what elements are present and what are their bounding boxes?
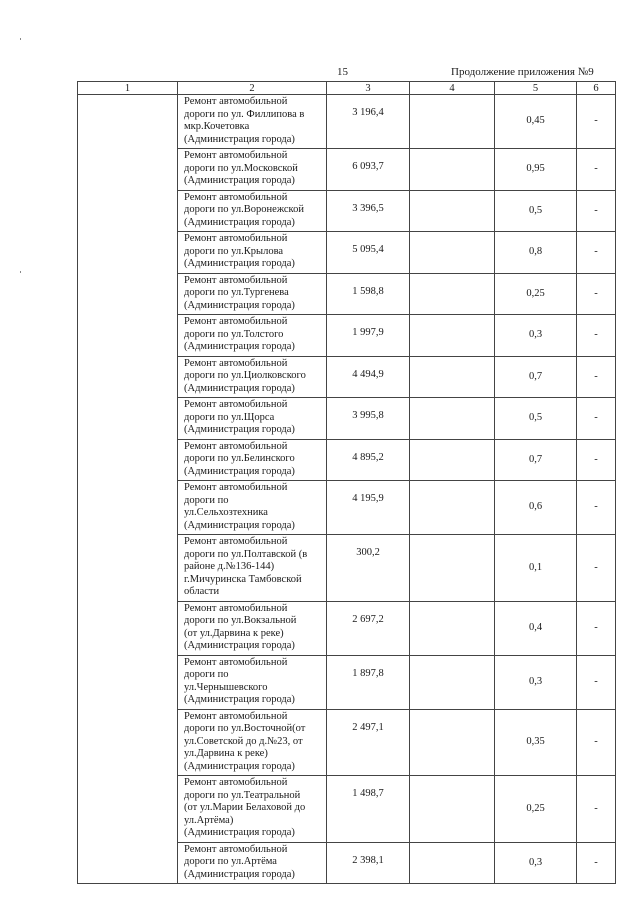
description-line: дороги по ул.Восточной(от bbox=[184, 723, 306, 734]
column-5-cell: 0,25 bbox=[495, 273, 577, 315]
column-4-cell bbox=[410, 535, 495, 602]
description-line: мкр.Кочетовка bbox=[184, 121, 250, 132]
description-line: Ремонт автомобильной bbox=[184, 357, 288, 369]
column-5-cell: 0,25 bbox=[495, 776, 577, 843]
column-5-cell: 0,7 bbox=[495, 356, 577, 398]
description-line: дороги по ул.Воронежской bbox=[184, 204, 304, 215]
description-line: ул.Артёма) bbox=[184, 814, 234, 826]
description-line: Ремонт автомобильной bbox=[184, 399, 288, 410]
page-number: 15 bbox=[337, 66, 348, 78]
description-cell bbox=[178, 481, 327, 535]
description-line: (Администрация города) bbox=[184, 760, 295, 772]
column-header: 4 bbox=[410, 82, 495, 95]
column-5-cell: 0,45 bbox=[495, 95, 577, 149]
description-line: Ремонт автомобильной bbox=[184, 150, 288, 161]
amount-cell: 300,2 bbox=[327, 535, 410, 602]
column-4-cell bbox=[410, 776, 495, 843]
description-line: (от ул.Дарвина к реке) bbox=[184, 627, 284, 639]
description-line: ул.Дарвина к реке) bbox=[184, 748, 268, 759]
column-6-cell: - bbox=[577, 398, 616, 440]
description-cell bbox=[178, 776, 327, 843]
description-line: (Администрация города) bbox=[184, 382, 295, 394]
works-table bbox=[77, 81, 616, 884]
column-4-cell bbox=[410, 315, 495, 357]
description-line: ул.Советской до д.№23, от bbox=[184, 735, 303, 747]
column-4-cell bbox=[410, 842, 495, 884]
column-6-cell: - bbox=[577, 535, 616, 602]
column-header: 5 bbox=[495, 82, 577, 95]
amount-cell: 3 196,4 bbox=[327, 95, 410, 149]
description-line: Ремонт автомобильной bbox=[184, 656, 288, 668]
table-row bbox=[78, 95, 616, 149]
amount-cell: 5 095,4 bbox=[327, 232, 410, 274]
description-cell bbox=[178, 273, 327, 315]
description-line: дороги по ул.Вокзальной bbox=[184, 615, 297, 626]
amount-cell: 1 598,8 bbox=[327, 273, 410, 315]
description-cell bbox=[178, 535, 327, 602]
description-line: дороги по ул.Щорса bbox=[184, 411, 275, 423]
description-line: (Администрация города) bbox=[184, 868, 295, 880]
table-header-row bbox=[78, 82, 616, 95]
column-5-cell: 0,5 bbox=[495, 398, 577, 440]
description-line: дороги по ул.Циолковского bbox=[184, 370, 306, 381]
description-line: Ремонт автомобильной bbox=[184, 843, 288, 855]
amount-cell: 6 093,7 bbox=[327, 149, 410, 191]
description-line: Ремонт автомобильной bbox=[184, 191, 288, 203]
description-line: Ремонт автомобильной bbox=[184, 233, 288, 244]
description-line: Ремонт автомобильной bbox=[184, 440, 288, 452]
column-4-cell bbox=[410, 149, 495, 191]
column-4-cell bbox=[410, 190, 495, 232]
column-4-cell bbox=[410, 273, 495, 315]
description-line: (Администрация города) bbox=[184, 258, 295, 269]
amount-cell: 3 396,5 bbox=[327, 190, 410, 232]
description-line: г.Мичуринска Тамбовской bbox=[184, 573, 302, 585]
column-6-cell: - bbox=[577, 95, 616, 149]
column-4-cell bbox=[410, 709, 495, 776]
description-line: дороги по ул.Тургенева bbox=[184, 287, 289, 298]
amount-cell: 2 497,1 bbox=[327, 709, 410, 776]
column-4-cell bbox=[410, 232, 495, 274]
margin-mark bbox=[20, 38, 21, 40]
description-line: ул.Сельхозтехника bbox=[184, 507, 268, 518]
description-line: дороги по bbox=[184, 494, 229, 506]
amount-cell: 4 195,9 bbox=[327, 481, 410, 535]
column-4-cell bbox=[410, 356, 495, 398]
amount-cell: 4 494,9 bbox=[327, 356, 410, 398]
column-5-cell: 0,3 bbox=[495, 315, 577, 357]
column-6-cell: - bbox=[577, 709, 616, 776]
column-4-cell bbox=[410, 398, 495, 440]
amount-cell: 2 398,1 bbox=[327, 842, 410, 884]
column-5-cell: 0,6 bbox=[495, 481, 577, 535]
column-4-cell bbox=[410, 655, 495, 709]
description-line: (Администрация города) bbox=[184, 299, 295, 311]
margin-mark bbox=[20, 271, 21, 273]
column-4-cell bbox=[410, 439, 495, 481]
description-line: дороги по ул.Крылова bbox=[184, 245, 284, 257]
description-line: (Администрация города) bbox=[184, 341, 295, 352]
column-header: 3 bbox=[327, 82, 410, 95]
description-cell bbox=[178, 439, 327, 481]
description-cell bbox=[178, 709, 327, 776]
column-5-cell: 0,3 bbox=[495, 655, 577, 709]
description-line: Ремонт автомобильной bbox=[184, 316, 288, 327]
description-line: Ремонт автомобильной bbox=[184, 536, 288, 547]
description-line: (Администрация города) bbox=[184, 216, 295, 228]
column-5-cell: 0,1 bbox=[495, 535, 577, 602]
column-6-cell: - bbox=[577, 190, 616, 232]
column-5-cell: 0,8 bbox=[495, 232, 577, 274]
description-cell bbox=[178, 190, 327, 232]
amount-cell: 1 498,7 bbox=[327, 776, 410, 843]
column-6-cell: - bbox=[577, 315, 616, 357]
column-6-cell: - bbox=[577, 842, 616, 884]
description-line: ул.Чернышевского bbox=[184, 681, 268, 693]
amount-cell: 1 897,8 bbox=[327, 655, 410, 709]
description-line: дороги по ул.Театральной bbox=[184, 789, 301, 801]
description-line: районе д.№136-144) bbox=[184, 561, 275, 572]
column-6-cell: - bbox=[577, 149, 616, 191]
description-cell bbox=[178, 655, 327, 709]
description-line: (Администрация города) bbox=[184, 175, 295, 186]
description-cell bbox=[178, 315, 327, 357]
description-line: (Администрация города) bbox=[184, 465, 295, 477]
description-cell bbox=[178, 842, 327, 884]
description-line: дороги по ул.Толстого bbox=[184, 328, 284, 340]
description-line: дороги по ул.Московской bbox=[184, 162, 298, 174]
description-line: (Администрация города) bbox=[184, 694, 295, 705]
description-line: Ремонт автомобильной bbox=[184, 96, 288, 107]
description-cell bbox=[178, 149, 327, 191]
column-5-cell: 0,4 bbox=[495, 601, 577, 655]
description-line: Ремонт автомобильной bbox=[184, 482, 288, 493]
column-4-cell bbox=[410, 601, 495, 655]
column-4-cell bbox=[410, 481, 495, 535]
description-line: Ремонт автомобильной bbox=[184, 274, 288, 286]
column-6-cell: - bbox=[577, 481, 616, 535]
description-line: (от ул.Марии Белаховой до bbox=[184, 802, 306, 813]
column-4-cell bbox=[410, 95, 495, 149]
column-1-cell bbox=[78, 95, 178, 884]
amount-cell: 3 995,8 bbox=[327, 398, 410, 440]
column-6-cell: - bbox=[577, 273, 616, 315]
column-header: 2 bbox=[178, 82, 327, 95]
column-5-cell: 0,7 bbox=[495, 439, 577, 481]
description-line: Ремонт автомобильной bbox=[184, 710, 288, 722]
column-6-cell: - bbox=[577, 601, 616, 655]
column-6-cell: - bbox=[577, 232, 616, 274]
description-line: (Администрация города) bbox=[184, 519, 295, 531]
description-cell bbox=[178, 95, 327, 149]
amount-cell: 2 697,2 bbox=[327, 601, 410, 655]
description-cell bbox=[178, 398, 327, 440]
description-line: (Администрация города) bbox=[184, 424, 295, 435]
description-line: (Администрация города) bbox=[184, 827, 295, 838]
description-line: дороги по ул. Филлипова в bbox=[184, 108, 305, 120]
description-line: Ремонт автомобильной bbox=[184, 602, 288, 614]
description-line: (Администрация города) bbox=[184, 133, 295, 145]
description-line: дороги по ул.Белинского bbox=[184, 453, 295, 464]
description-line: дороги по ул.Артёма bbox=[184, 856, 277, 867]
column-6-cell: - bbox=[577, 356, 616, 398]
column-header: 6 bbox=[577, 82, 616, 95]
column-6-cell: - bbox=[577, 655, 616, 709]
description-line: (Администрация города) bbox=[184, 640, 295, 651]
column-5-cell: 0,95 bbox=[495, 149, 577, 191]
description-cell bbox=[178, 356, 327, 398]
continuation-label: Продолжение приложения №9 bbox=[451, 66, 594, 78]
description-line: области bbox=[184, 586, 220, 597]
column-5-cell: 0,5 bbox=[495, 190, 577, 232]
amount-cell: 1 997,9 bbox=[327, 315, 410, 357]
description-line: Ремонт автомобильной bbox=[184, 777, 288, 788]
column-6-cell: - bbox=[577, 439, 616, 481]
column-5-cell: 0,3 bbox=[495, 842, 577, 884]
description-cell bbox=[178, 601, 327, 655]
description-line: дороги по ул.Полтавской (в bbox=[184, 548, 308, 560]
column-6-cell: - bbox=[577, 776, 616, 843]
description-line: дороги по bbox=[184, 669, 229, 680]
amount-cell: 4 895,2 bbox=[327, 439, 410, 481]
column-5-cell: 0,35 bbox=[495, 709, 577, 776]
column-header: 1 bbox=[78, 82, 178, 95]
description-cell bbox=[178, 232, 327, 274]
